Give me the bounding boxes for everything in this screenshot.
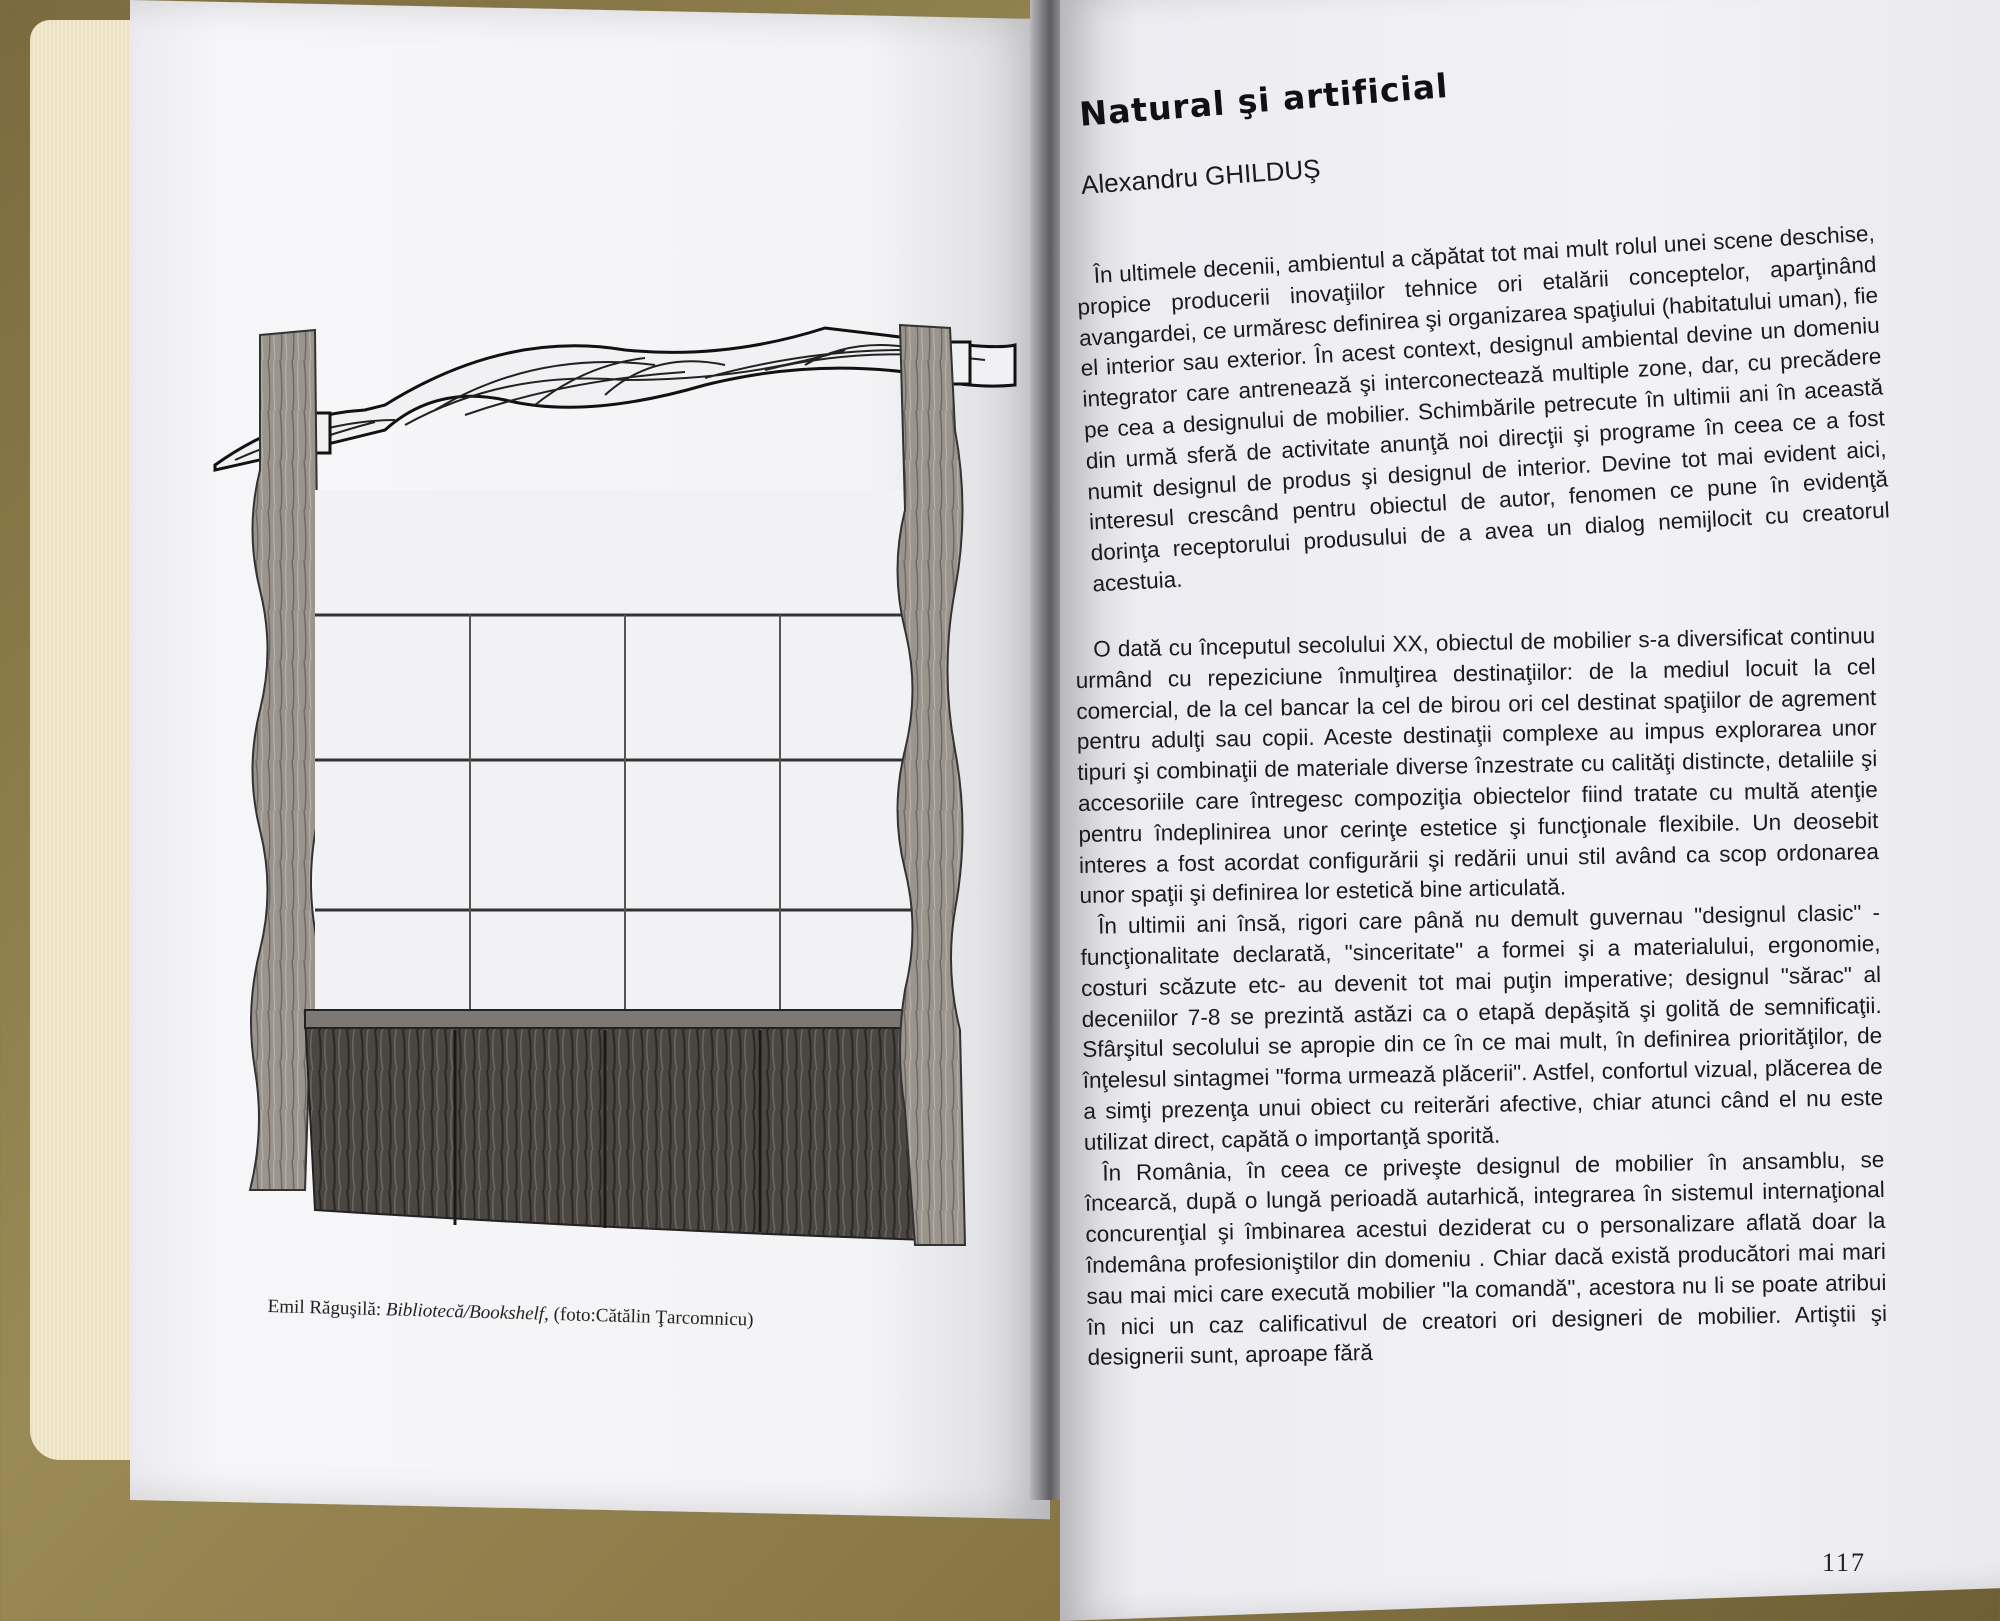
article-author: Alexandru GHILDUŞ — [1080, 153, 1322, 200]
caption-title: Bibliotecă/Bookshelf, — [385, 1299, 550, 1325]
body-paragraph: O dată cu începutul secolului XX, obiectul de mobilier s-a diversificat continuu urmând cu repeziciune înmulţirea destinaţiilor: de la mediul locuit la cel comercial, de la cel bancar la cel de birou ori cel destinat spaţiilor de agrement pentru adulţi sau copii. Aceste destinaţii complexe au impus explorarea unor tipuri şi combinaţii de materiale diverse înzestrate cu calităţi distincte, detaliile şi accesoriile care întregesc compoziţia obiectelor fiind tratate cu multă atenţie pentru îndeplinirea unor cerinţe estetice şi funcţionale flexibile. Un deosebit interes a fost acordat configurării şi redării unui stil având ca scop ordonarea unor spaţii şi definirea lor estetică bine articulată. — [1075, 623, 1880, 909]
article-body-bottom — [1075, 621, 1888, 1374]
bookshelf-illustration — [205, 310, 1040, 1270]
article-title: Natural şi artificial — [1078, 65, 1450, 134]
right-pillar — [898, 325, 966, 1245]
page-number: 117 — [1822, 1548, 1867, 1577]
body-paragraph: În ultimele decenii, ambientul a căpătat tot mai mult rolul unei scene deschise, propice producerii inovaţiilor tehnice ori etalării conceptelor, aparţinând avangardei, ce urmăresc definirea şi organizarea spaţiului (habitatului uman), fie el interior sau exterior. În acest context, designul ambiental devine un domeniu integrator care antrenează şi interconectează multiple zone, dar, cu precădere pe cea a designului de mobilier. Schimbările petrecute în ultimii ani în această din urmă sferă de activitate anunţă noi direcţii şi programe în ceea ce a fost numit designul de produs şi designul de interior. Devine tot mai evident aici, interesul crescând pentru obiectul de autor, fenomen ce pune în evidenţă dorinţa receptorului produsului de a avea un dialog nemijlocit cu creatorul acestuia. — [1076, 220, 1891, 597]
article-body-top — [1075, 219, 1892, 601]
body-paragraph: În ultimii ani însă, rigori care până nu demult guvernau "designul clasic" -funcţionalitate declarată, "sinceritate" a formei şi a materialului, ergonomie, costuri scăzute etc- au devenit tot mai puţin imperative; designul "sărac" al deceniilor 7-8 se prezintă astăzi ca o etapă depăşită şi golită de semnificaţii. Sfârşitul secolului se apropie din ce în ce mai mult, în definirea priorităţilor, de înţelesul sintagmei "forma urmează plăcerii". Astfel, confortul vizual, plăcerea de a simţi prezenţa unui obiect cu reiterări afective, chiar atunci când el nu este utilizat direct, capătă o importanţă sporită. — [1080, 900, 1884, 1155]
body-paragraph: În România, în ceea ce priveşte designul de mobilier în ansamblu, se încearcă, după o lungă perioadă autarhică, integrarea în sistemul internaţional concurenţial şi îmbinarea acestui deziderat cu o personalizare aflată doar la îndemâna profesioniştilor din domeniu . Chiar dacă există producători mai mari sau mai mici care execută mobilier "la comandă", acestora nu li se poate atribui în nici un caz calificativul de creatori ori designeri de mobilier. Artiştii şi designerii sunt, aproape fără — [1084, 1146, 1888, 1371]
base-cabinet — [305, 1015, 930, 1240]
caption-author: Emil Răguşilă: — [267, 1296, 382, 1321]
caption-credit: (foto:Cătălin Ţarcomnicu) — [553, 1303, 754, 1331]
